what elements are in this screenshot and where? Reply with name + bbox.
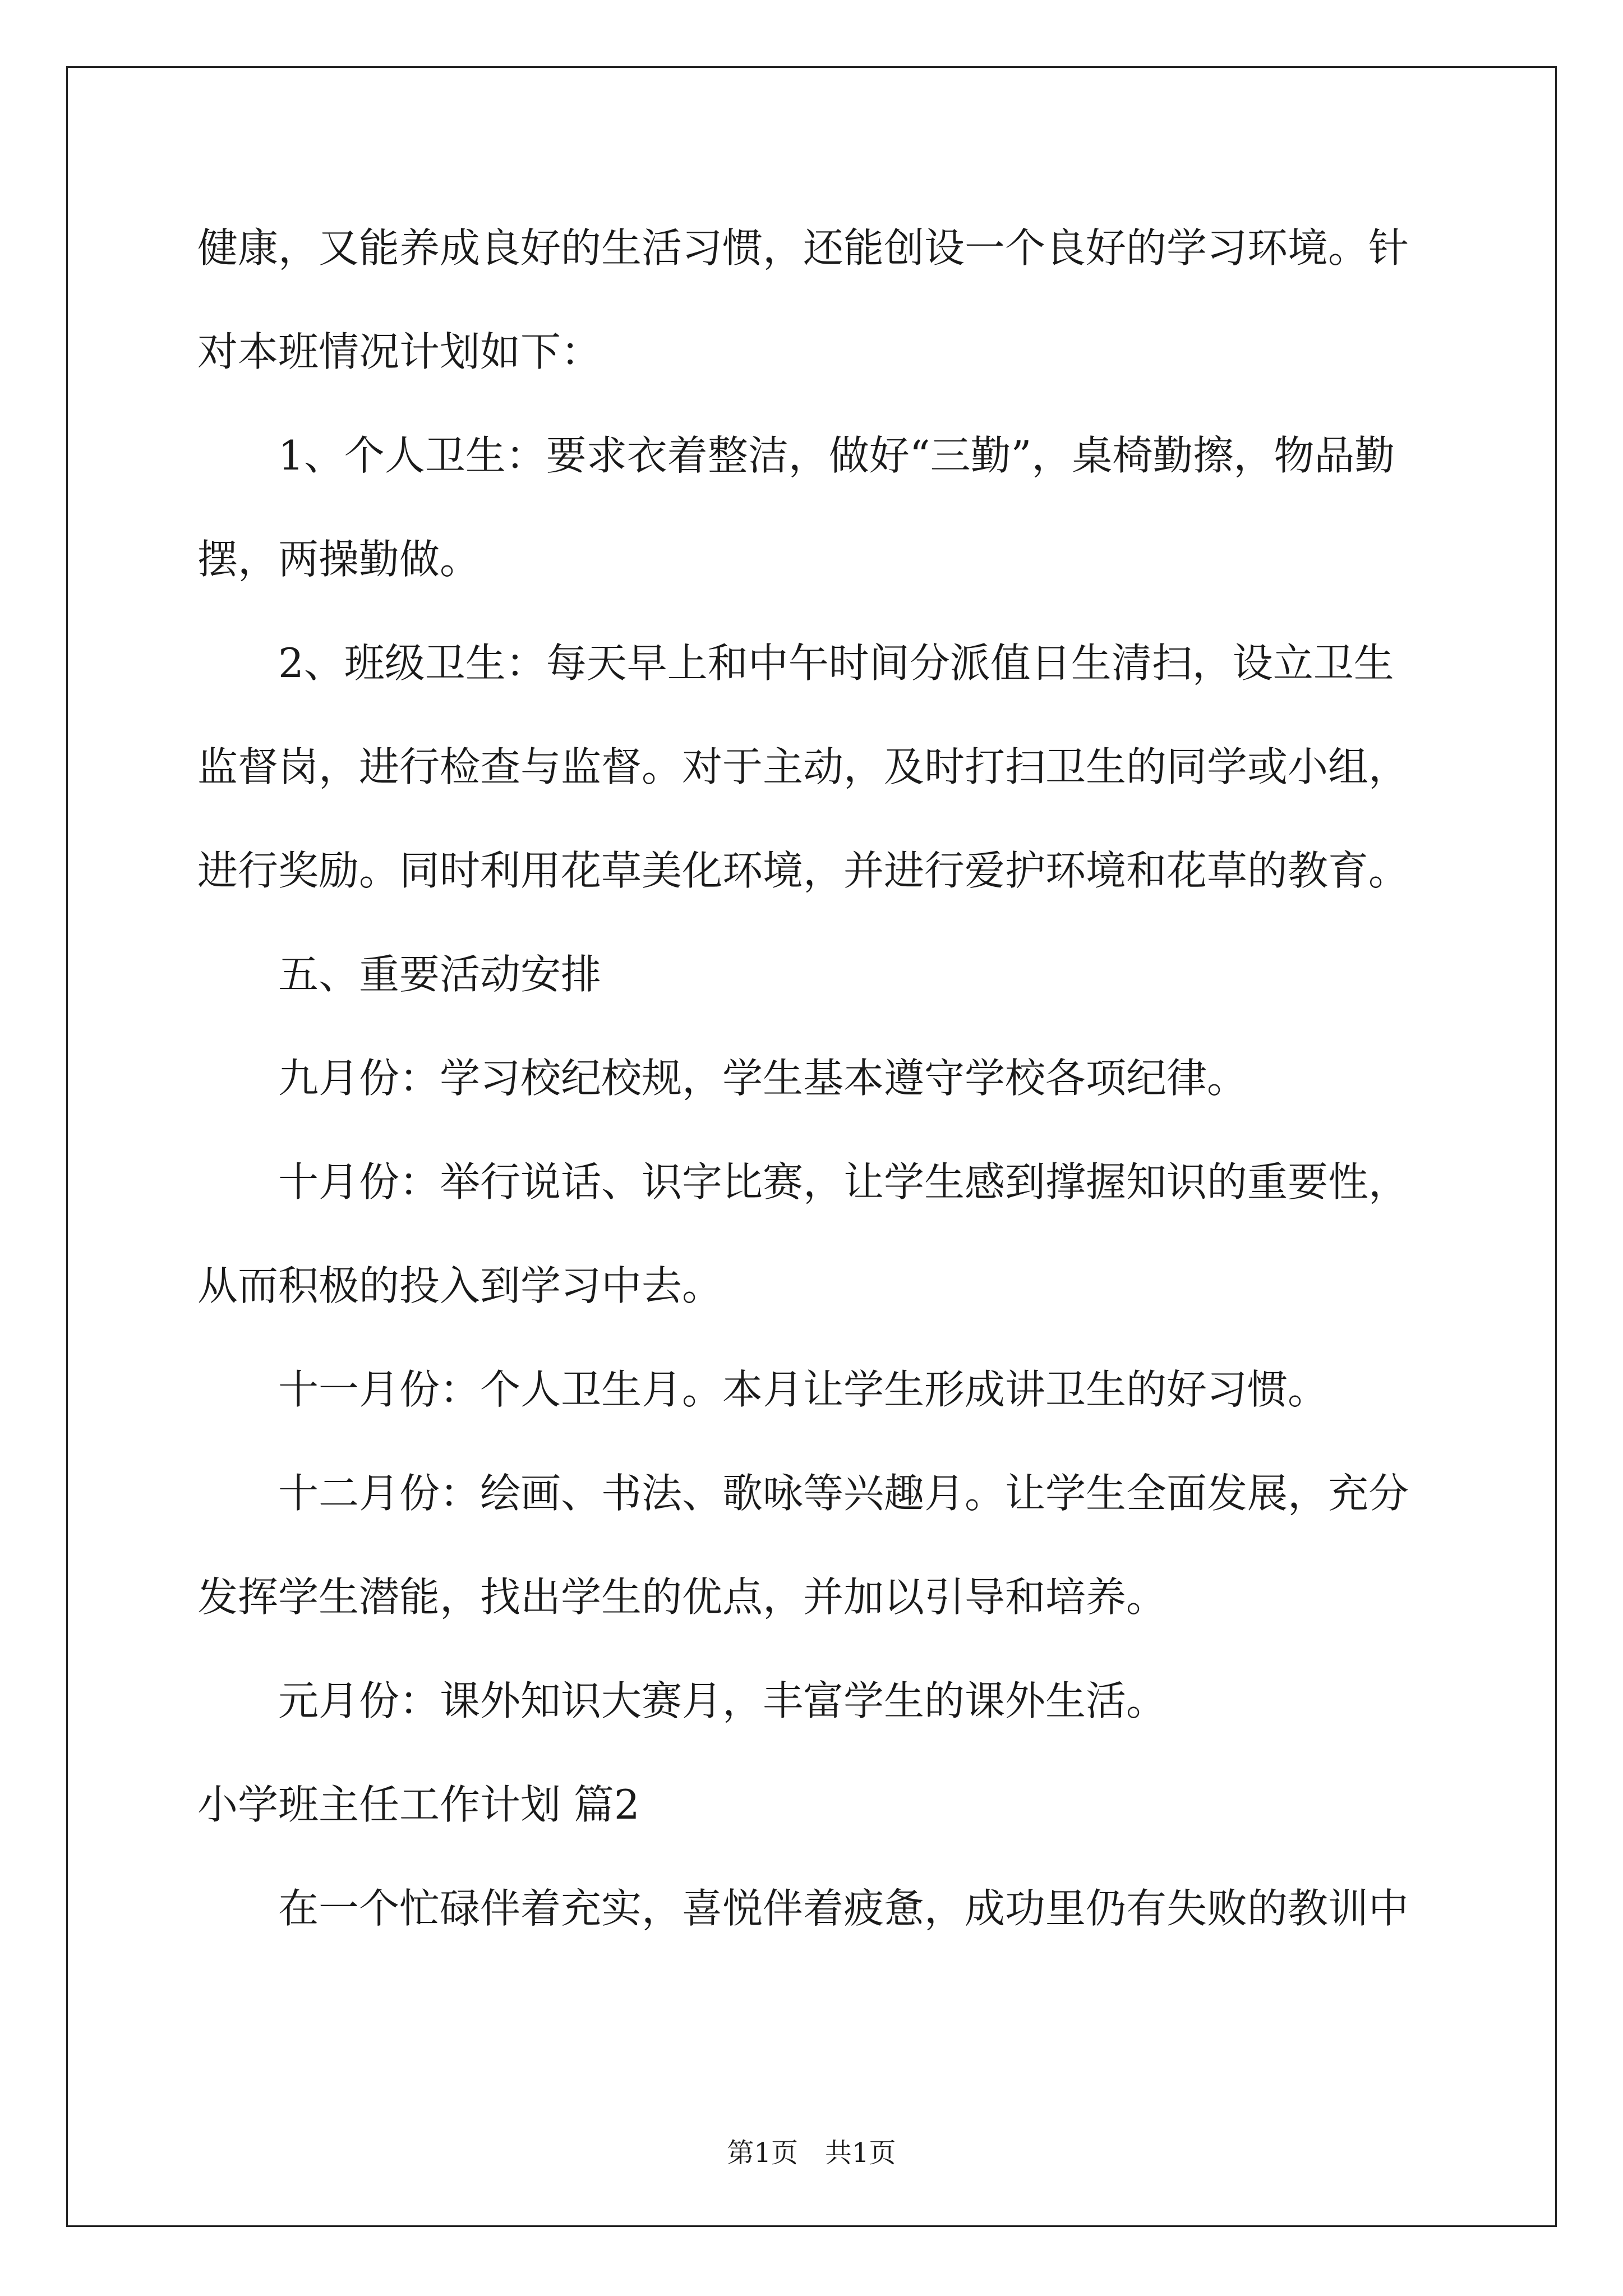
paragraph-2: 1、个人卫生：要求衣着整洁，做好“三勤”，桌椅勤擦，物品勤摆，两操勤做。 xyxy=(197,432,1395,583)
paragraph-3: 2、班级卫生：每天早上和中午时间分派值日生清扫，设立卫生监督岗，进行检查与监督。对于主动，及时打扫卫生的同学或小组，进行奖励。同时利用花草美化环境，并进行爱护环境和花草的教育。 xyxy=(197,639,1409,894)
document-body xyxy=(197,196,1431,1961)
paragraph-9: 元月份：课外知识大赛月，丰富学生的课外生活。 xyxy=(278,1677,1167,1724)
paragraph-10: 在一个忙碌伴着充实，喜悦伴着疲惫，成功里仍有失败的教训中 xyxy=(278,1885,1409,1932)
section-heading: 小学班主任工作计划 篇2 xyxy=(197,1781,640,1828)
paragraph-4: 五、重要活动安排 xyxy=(278,951,602,998)
paragraph-1: 健康，又能养成良好的生活习惯，还能创设一个良好的学习环境。针对本班情况计划如下： xyxy=(197,224,1409,375)
paragraph-7: 十一月份：个人卫生月。本月让学生形成讲卫生的好习惯。 xyxy=(278,1366,1329,1413)
paragraph-5: 九月份：学习校纪校规，学生基本遵守学校各项纪律。 xyxy=(278,1055,1248,1102)
page-footer: 第1页 共1页 xyxy=(727,2137,896,2169)
paragraph-6: 十月份：举行说话、识字比赛，让学生感到撑握知识的重要性，从而积极的投入到学习中去。 xyxy=(197,1158,1409,1309)
paragraph-8: 十二月份：绘画、书法、歌咏等兴趣月。让学生全面发展，充分发挥学生潜能，找出学生的优点，并加以引导和培养。 xyxy=(197,1470,1409,1621)
